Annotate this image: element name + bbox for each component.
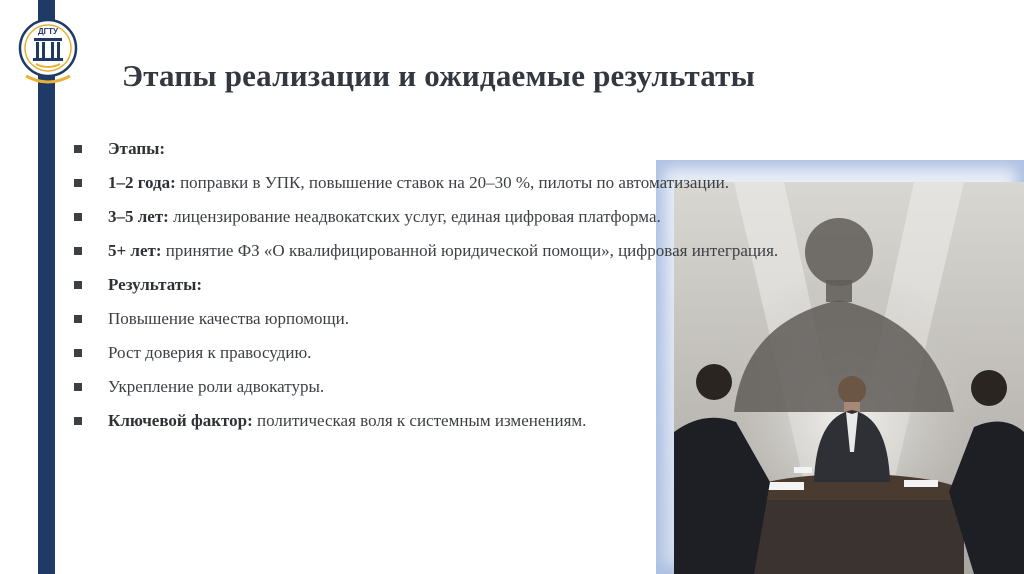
list-item [74,274,874,295]
university-logo [16,16,80,90]
square-bullet-icon [74,417,82,425]
logo-text: ДГТУ [37,27,59,36]
item-text: Повышение качества юрпомощи. [108,309,349,328]
list-item [74,410,874,431]
item-text: Укрепление роли адвокатуры. [108,377,325,396]
bullet-list [74,138,874,444]
square-bullet-icon [74,247,82,255]
list-item [74,308,874,329]
item-heading: 3–5 лет: [108,207,169,226]
square-bullet-icon [74,213,82,221]
square-bullet-icon [74,145,82,153]
list-item [74,172,874,193]
list-item [74,138,874,159]
list-item [74,342,874,363]
square-bullet-icon [74,281,82,289]
item-text: политическая воля к системным изменениям. [252,411,587,430]
list-item [74,240,874,261]
square-bullet-icon [74,315,82,323]
square-bullet-icon [74,179,82,187]
university-crest-icon [16,16,80,90]
item-heading: Результаты: [108,275,203,294]
item-text: поправки в УПК, повышение ставок на 20–30 %, пилоты по автоматизации. [175,173,730,192]
list-item [74,206,874,227]
item-heading: 1–2 года: [108,173,176,192]
slide-title: Этапы реализации и ожидаемые результаты [122,58,755,93]
item-heading: Ключевой фактор: [108,411,253,430]
item-text: лицензирование неадвокатских услуг, единая цифровая платформа. [168,207,661,226]
item-heading: Этапы: [108,139,166,158]
item-text: Рост доверия к правосудию. [108,343,312,362]
item-text: принятие ФЗ «О квалифицированной юридической помощи», цифровая интеграция. [161,241,779,260]
square-bullet-icon [74,383,82,391]
square-bullet-icon [74,349,82,357]
list-item [74,376,874,397]
item-heading: 5+ лет: [108,241,162,260]
